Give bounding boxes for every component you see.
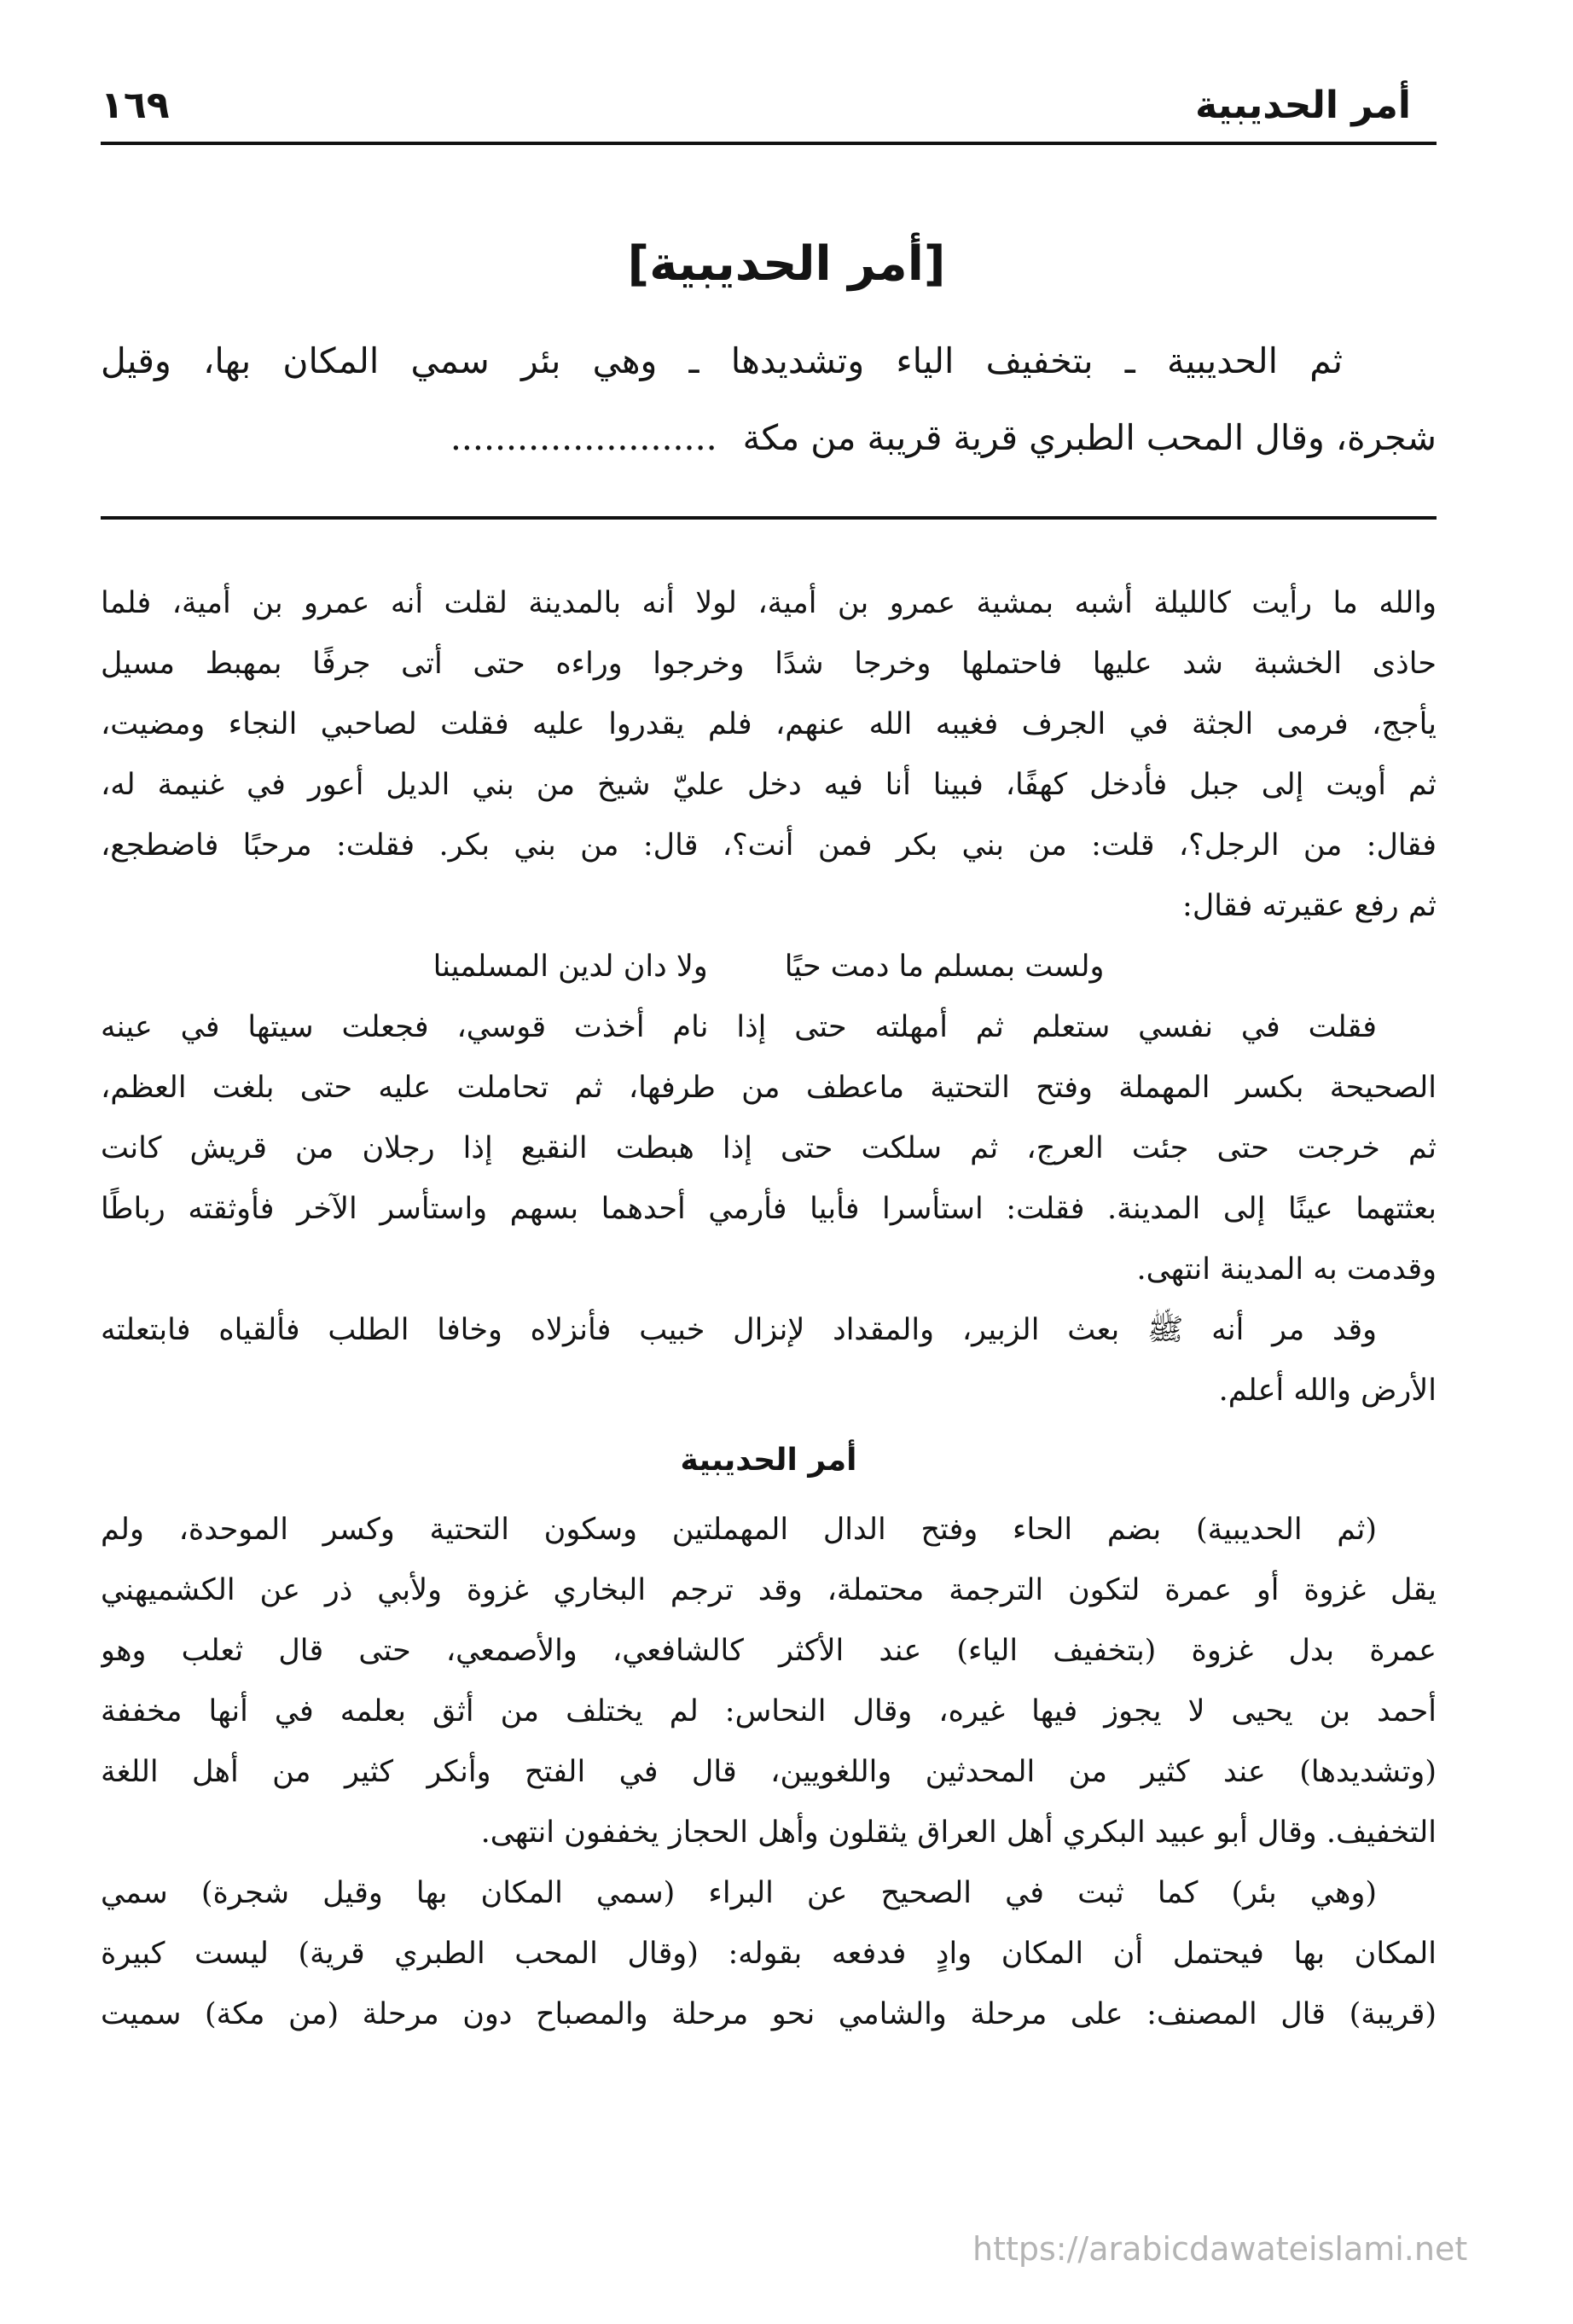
- running-title: أمر الحديبية: [1195, 84, 1411, 127]
- commentary-line: التخفيف. وقال أبو عبيد البكري أهل العراق يثقلون وأهل الحجاز يخففون انتهى.: [480, 1816, 1437, 1850]
- page-number: ١٦٩: [101, 84, 170, 127]
- commentary-line: ثم خرجت حتى جئت العرج، ثم سلكت حتى إذا هبطت النقيع إذا رجلان من قريش كانت: [101, 1131, 1437, 1165]
- chapter-title: [أمر الحديبية]: [627, 236, 946, 292]
- commentary-line: حاذى الخشبة شد عليها فاحتملها وخرجا شدًا وخرجوا وراءه حتى أتى جرفًا بمهبط مسيل: [101, 647, 1437, 681]
- commentary-line: ثم رفع عقيرته فقال:: [1182, 889, 1437, 923]
- commentary-line: المكان بها فيحتمل أن المكان وادٍ فدفعه بقوله: (وقال المحب الطبري قرية) ليست كبيرة: [101, 1937, 1437, 1971]
- commentary-line: والله ما رأيت كالليلة أشبه بمشية عمرو بن أمية، لولا أنه بالمدينة لقلت أنه عمرو بن أمية، فلما: [101, 586, 1437, 620]
- commentary-line: الأرض والله أعلم.: [1218, 1374, 1437, 1408]
- commentary-line: فقال: من الرجل؟، قلت: من بني بكر فمن أنت؟، قال: من بني بكر. فقلت: مرحبًا فاضطجع،: [101, 828, 1437, 863]
- commentary-line: أحمد بن يحيى لا يجوز فيها غيره، وقال النحاس: لم يختلف من أثق بعلمه في أنها مخففة: [101, 1694, 1437, 1728]
- commentary-line: الصحيحة بكسر المهملة وفتح التحتية ماعطف من طرفها، ثم تحاملت عليه حتى بلغت العظم،: [101, 1071, 1437, 1105]
- watermark-url: https://arabicdawateislami.net: [972, 2230, 1468, 2268]
- commentary-line: ثم أويت إلى جبل فأدخل كهفًا، فبينا أنا فيه دخل عليّ شيخ من بني الديل أعور في غنيمة له،: [101, 768, 1437, 802]
- commentary-line: فقلت في نفسي ستعلم ثم أمهلته حتى إذا نام أخذت قوسي، فجعلت سيتها في عينه: [101, 1010, 1377, 1044]
- commentary-line: وقد مر أنه ﷺ بعث الزبير، والمقداد لإنزال خبيب فأنزلاه وخافا الطلب فألقياه فابتعلته: [101, 1313, 1377, 1347]
- verse-hemistich-first: ولست بمسلم ما دمت حيًا: [784, 950, 1105, 984]
- commentary-line: (وتشديدها) عند كثير من المحدثين واللغويين، قال في الفتح وأنكر كثير من أهل اللغة: [101, 1755, 1437, 1789]
- commentary-line: يقل غزوة أو عمرة لتكون الترجمة محتملة، وقد ترجم البخاري غزوة ولأبي ذر عن الكشميهني: [101, 1573, 1437, 1607]
- poetry-verse: [101, 937, 1437, 997]
- commentary-line: (قريبة) قال المصنف: على مرحلة والشامي نحو مرحلة والمصباح دون مرحلة (من مكة) سميت: [101, 1997, 1437, 2031]
- commentary-line: يأجج، فرمى الجثة في الجرف فغيبه الله عنهم، فلم يقدروا عليه فقلت لصاحبي النجاء ومضيت،: [101, 707, 1437, 741]
- main-text-line-content: شجرة، وقال المحب الطبري قرية قريبة من مكة: [742, 417, 1437, 458]
- verse-hemistich-second: ولا دان لدين المسلمينا: [432, 950, 708, 984]
- commentary-line: بعثتهما عينًا إلى المدينة. فقلت: استأسرا فأبيا فأرمي أحدهما بسهم واستأسر الآخر فأوثقته رباطًا: [101, 1192, 1437, 1226]
- ellipsis-dots: ........................: [450, 417, 717, 458]
- main-text-line: [101, 399, 1437, 476]
- header-rule: [101, 142, 1437, 145]
- commentary: [101, 573, 1437, 2045]
- section-subheading: أمر الحديبية: [680, 1443, 857, 1478]
- commentary-line: وقدمت به المدينة انتهى.: [1136, 1252, 1437, 1287]
- main-text: [101, 322, 1437, 476]
- commentary-line: (وهي بئر) كما ثبت في الصحيح عن البراء (سمي المكان بها وقيل شجرة) سمي: [101, 1876, 1377, 1910]
- commentary-line: (ثم الحديبية) بضم الحاء وفتح الدال المهملتين وسكون التحتية وكسر الموحدة، ولم: [101, 1513, 1377, 1547]
- separator-rule: [101, 516, 1437, 520]
- commentary-line: عمرة بدل غزوة (بتخفيف الياء) عند الأكثر كالشافعي، والأصمعي، حتى قال ثعلب وهو: [101, 1634, 1437, 1668]
- main-text-line: ثم الحديبية ـ بتخفيف الياء وتشديدها ـ وهي بئر سمي المكان بها، وقيل: [101, 340, 1343, 381]
